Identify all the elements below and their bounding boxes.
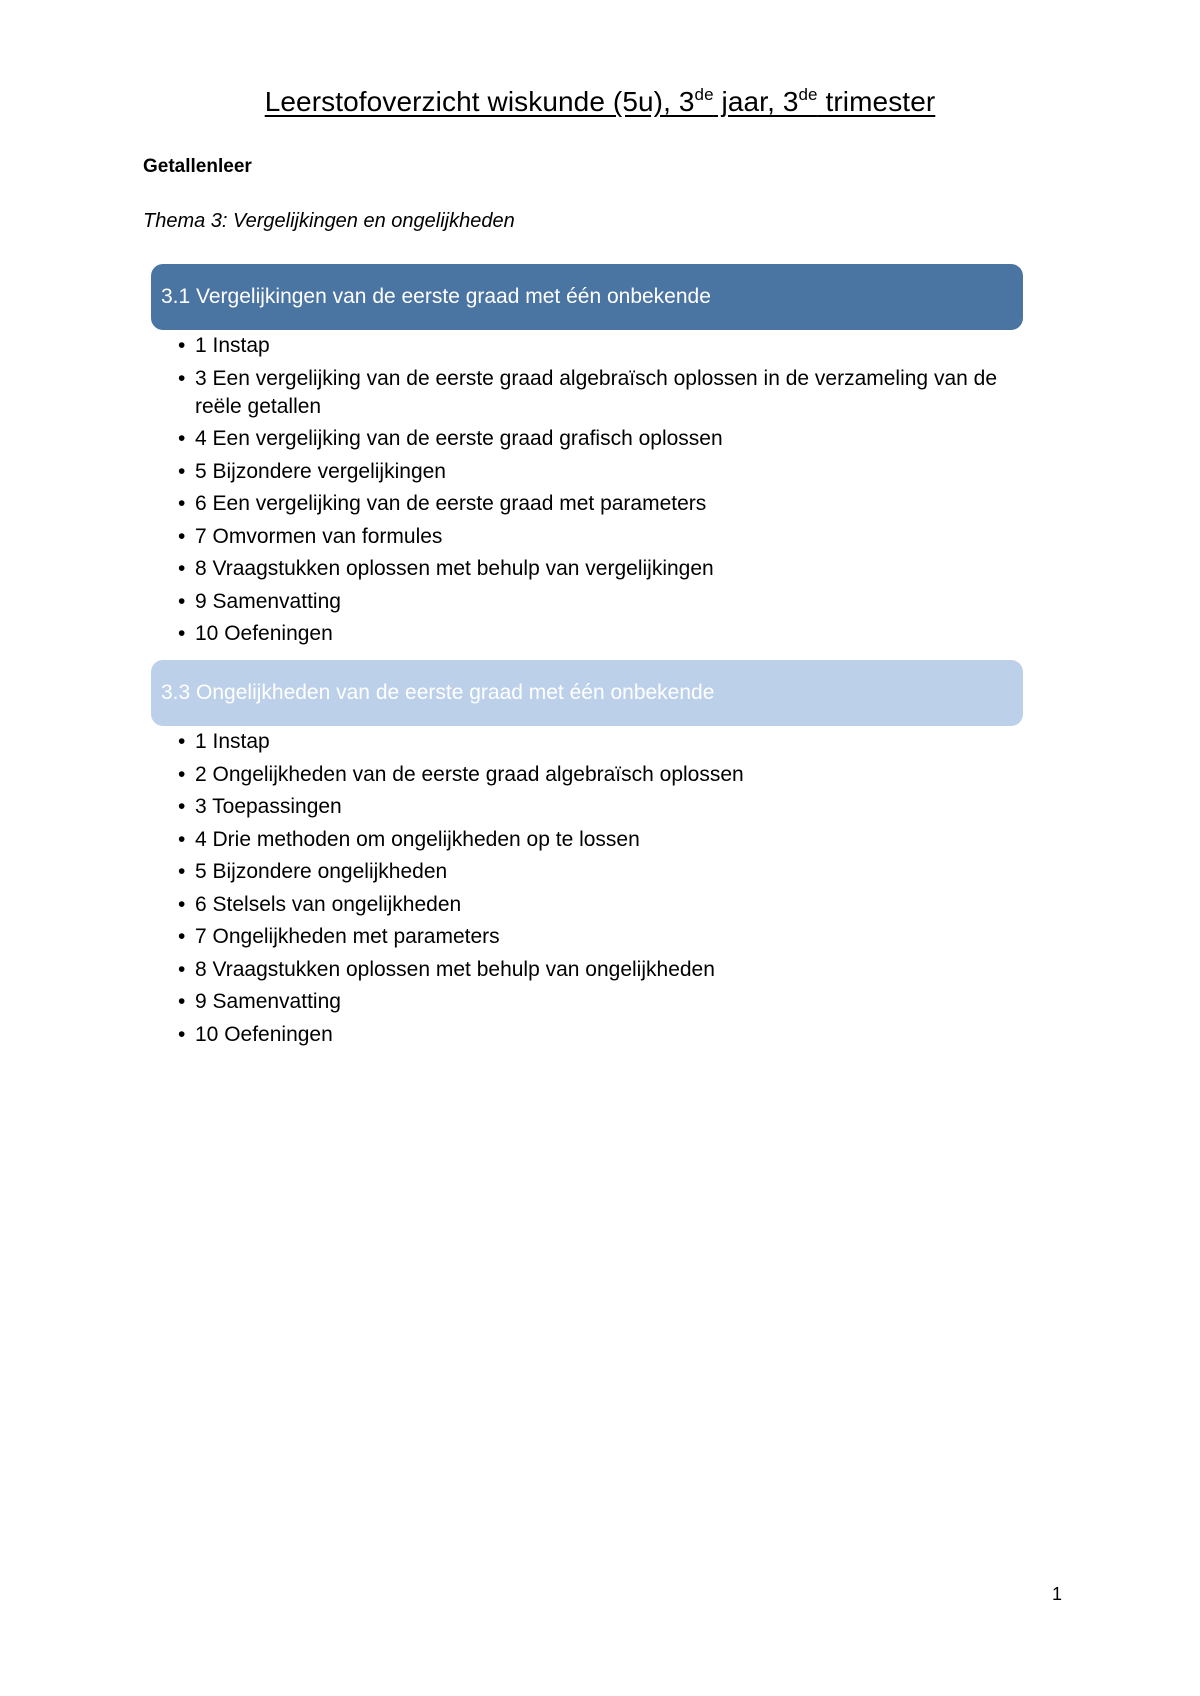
page-title <box>0 86 1200 118</box>
list-item: • 10 Oefeningen <box>178 1021 1008 1049</box>
list-item: • 1 Instap <box>178 728 1008 756</box>
list-item: • 6 Stelsels van ongelijkheden <box>178 891 1008 919</box>
title-end: trimester <box>817 86 936 117</box>
section-3-3-list <box>178 728 1008 1053</box>
list-item: • 9 Samenvatting <box>178 988 1008 1016</box>
title-main: Leerstofoverzicht wiskunde (5u), 3 <box>264 86 695 117</box>
list-item: • 10 Oefeningen <box>178 620 1008 648</box>
section-header-label: 3.3 Ongelijkheden van de eerste graad met één onbekende <box>161 681 715 704</box>
title-sup-2: de <box>798 85 818 104</box>
list-item: • 1 Instap <box>178 332 1008 360</box>
list-item: • 7 Omvormen van formules <box>178 523 1008 551</box>
list-item: • 8 Vraagstukken oplossen met behulp van vergelijkingen <box>178 555 1008 583</box>
list-item: • 5 Bijzondere ongelijkheden <box>178 858 1008 886</box>
list-item: • 3 Toepassingen <box>178 793 1008 821</box>
list-item: • 4 Een vergelijking van de eerste graad grafisch oplossen <box>178 425 1008 453</box>
section-3-1-list <box>178 332 1008 653</box>
list-item: • 3 Een vergelijking van de eerste graad algebraïsch oplossen in de verzameling van de reële getallen <box>178 365 1008 421</box>
section-header-3-3 <box>151 660 1023 726</box>
list-item: • 5 Bijzondere vergelijkingen <box>178 458 1008 486</box>
title-mid: jaar, 3 <box>713 86 799 117</box>
list-item: • 8 Vraagstukken oplossen met behulp van ongelijkheden <box>178 956 1008 984</box>
list-item: • 4 Drie methoden om ongelijkheden op te lossen <box>178 826 1008 854</box>
theme-heading: Thema 3: Vergelijkingen en ongelijkheden <box>143 210 515 232</box>
section-header-label: 3.1 Vergelijkingen van de eerste graad met één onbekende <box>161 285 711 308</box>
page-number: 1 <box>1052 1584 1063 1604</box>
list-item: • 7 Ongelijkheden met parameters <box>178 923 1008 951</box>
subject-heading: Getallenleer <box>143 156 252 177</box>
list-item: • 2 Ongelijkheden van de eerste graad algebraïsch oplossen <box>178 761 1008 789</box>
section-header-3-1 <box>151 264 1023 330</box>
title-sup-1: de <box>694 85 714 104</box>
list-item: • 6 Een vergelijking van de eerste graad met parameters <box>178 490 1008 518</box>
list-item: • 9 Samenvatting <box>178 588 1008 616</box>
